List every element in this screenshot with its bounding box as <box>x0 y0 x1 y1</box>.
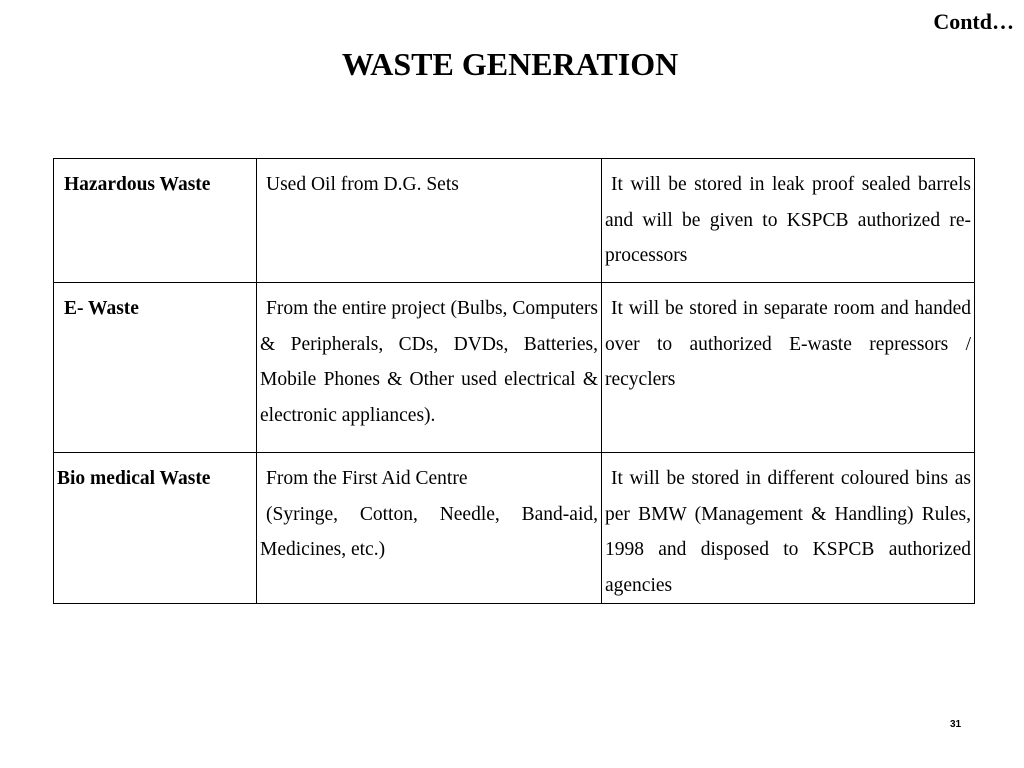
table-row <box>54 159 975 283</box>
waste-disposal: It will be stored in different coloured bins as per BMW (Management & Handling) Rules, 1998 and disposed to KSPCB authorized agencies <box>605 468 971 596</box>
waste-source-detail: (Syringe, Cotton, Needle, Band-aid, Medicines, etc.) <box>260 503 598 560</box>
waste-disposal: It will be stored in separate room and handed over to authorized E-waste repressors / recyclers <box>605 298 971 390</box>
waste-category: E- Waste <box>64 298 139 319</box>
waste-source: From the entire project (Bulbs, Computers & Peripherals, CDs, DVDs, Batteries, Mobile Phones & Other used electrical & electronic appliances). <box>260 298 598 426</box>
waste-category: Bio medical Waste <box>57 468 211 489</box>
page-title: WASTE GENERATION <box>341 46 679 82</box>
waste-disposal-cell <box>602 159 975 283</box>
waste-source: Used Oil from D.G. Sets <box>266 174 459 195</box>
waste-source-cell <box>257 159 602 283</box>
table-row <box>54 453 975 604</box>
waste-category-cell <box>54 283 257 453</box>
waste-disposal-cell <box>602 453 975 604</box>
waste-disposal-cell <box>602 283 975 453</box>
waste-source-cell <box>257 283 602 453</box>
table-row <box>54 283 975 453</box>
waste-disposal: It will be stored in leak proof sealed barrels and will be given to KSPCB authorized re-processors <box>605 174 971 266</box>
continued-label: Contd… <box>933 9 1014 34</box>
waste-source: From the First Aid Centre <box>266 468 468 489</box>
waste-category-cell <box>54 453 257 604</box>
page-number: 31 <box>950 719 962 730</box>
waste-category-cell <box>54 159 257 283</box>
waste-generation-table <box>53 158 975 604</box>
waste-category: Hazardous Waste <box>64 174 211 195</box>
waste-source-cell <box>257 453 602 604</box>
